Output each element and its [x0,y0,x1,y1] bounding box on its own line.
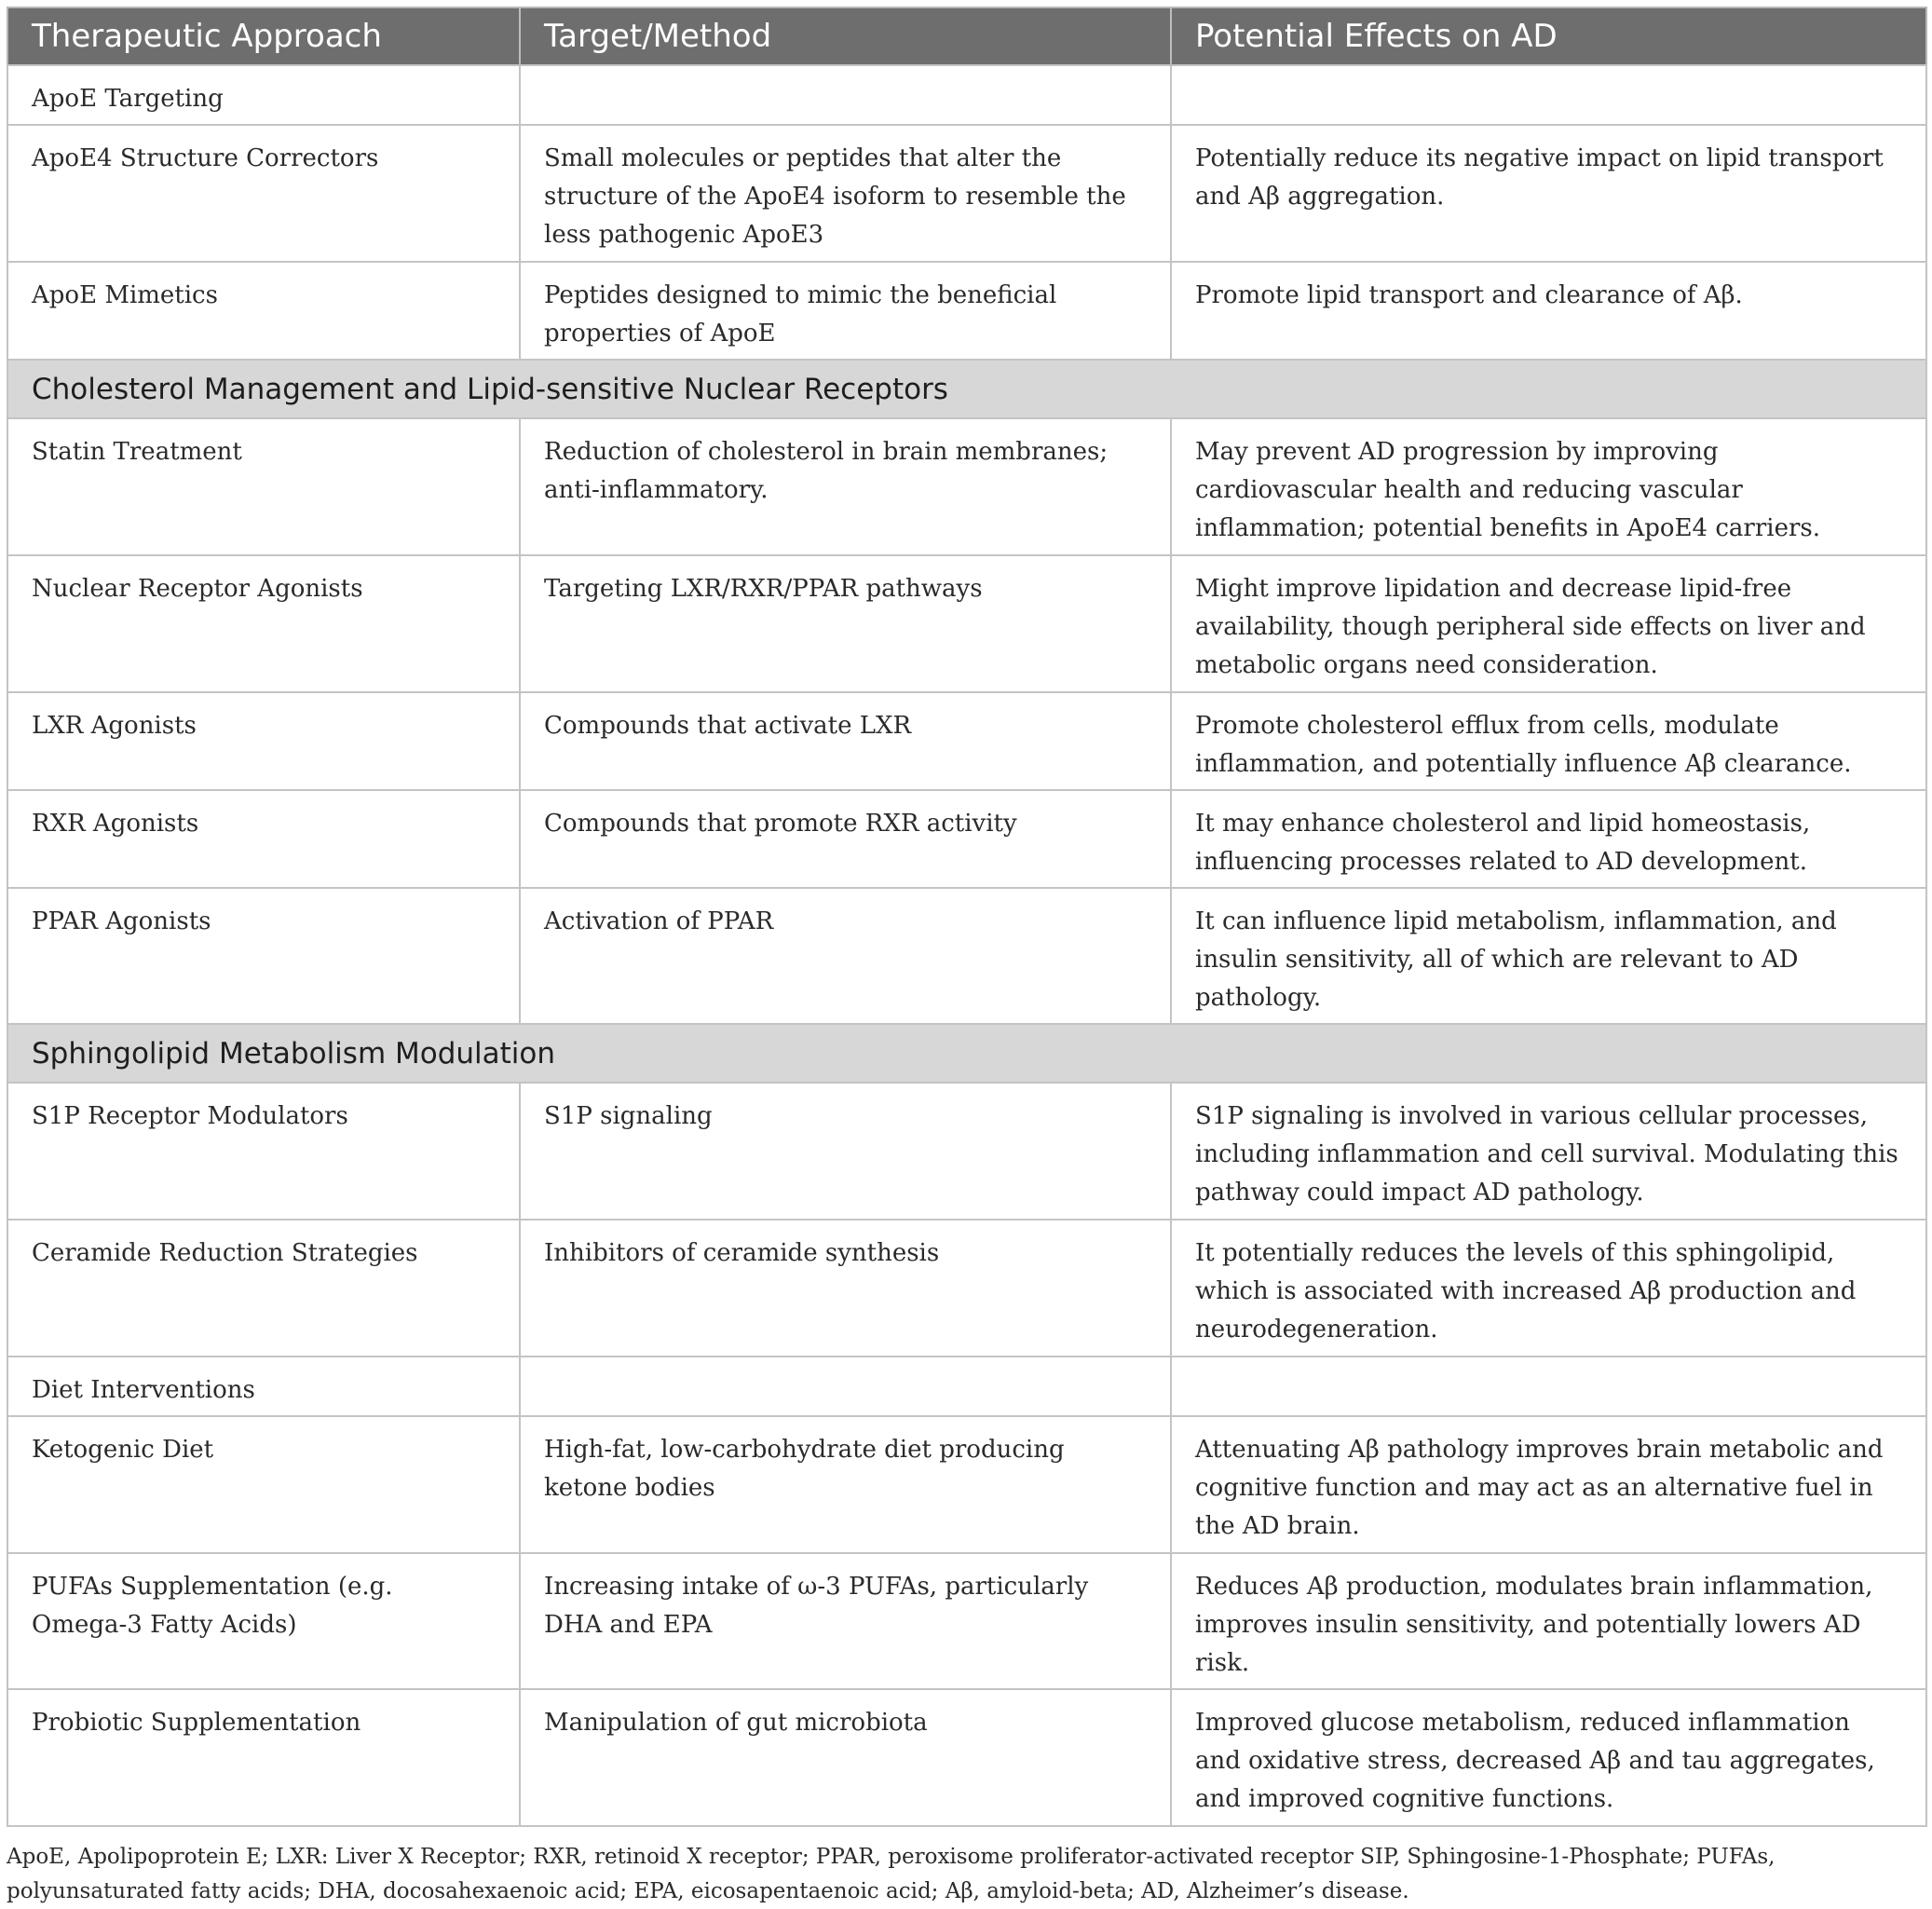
target-method-cell: Targeting LXR/RXR/PPAR pathways [520,555,1171,692]
effects-cell: Promote cholesterol efflux from cells, modulate inflammation, and potentially influence Aβ clearance. [1171,692,1926,790]
target-method-cell: Compounds that promote RXR activity [520,790,1171,888]
effects-cell: It may enhance cholesterol and lipid homeostasis, influencing processes related to AD development. [1171,790,1926,888]
approach-cell: Probiotic Supplementation [7,1689,520,1826]
effects-cell: Might improve lipidation and decrease lipid-free availability, though peripheral side effects on liver and metabolic organs need consideration. [1171,555,1926,692]
therapeutic-approaches-table [7,7,1927,1827]
table-row [7,65,1926,125]
effects-cell [1171,1357,1926,1416]
approach-cell: PPAR Agonists [7,888,520,1024]
effects-cell: Potentially reduce its negative impact on lipid transport and Aβ aggregation. [1171,125,1926,262]
target-method-cell: S1P signaling [520,1083,1171,1220]
approach-cell: Ceramide Reduction Strategies [7,1220,520,1357]
target-method-cell: Small molecules or peptides that alter the structure of the ApoE4 isoform to resemble the less pathogenic ApoE3 [520,125,1171,262]
approach-cell: ApoE Targeting [7,65,520,125]
table-row [7,1357,1926,1416]
table-row [7,1689,1926,1826]
effects-cell: Attenuating Aβ pathology improves brain metabolic and cognitive function and may act as an alternative fuel in the AD brain. [1171,1416,1926,1553]
approach-cell: Statin Treatment [7,418,520,555]
target-method-cell: Inhibitors of ceramide synthesis [520,1220,1171,1357]
approach-cell: Nuclear Receptor Agonists [7,555,520,692]
approach-cell: RXR Agonists [7,790,520,888]
document-page [7,7,1925,1909]
header-target-method: Target/Method [520,7,1171,65]
effects-cell: It can influence lipid metabolism, inflammation, and insulin sensitivity, all of which are relevant to AD pathology. [1171,888,1926,1024]
approach-cell: Diet Interventions [7,1357,520,1416]
header-row [7,7,1926,65]
target-method-cell [520,65,1171,125]
header-potential-effects: Potential Effects on AD [1171,7,1926,65]
effects-cell [1171,65,1926,125]
target-method-cell: Activation of PPAR [520,888,1171,1024]
table-row [7,125,1926,262]
approach-cell: ApoE Mimetics [7,262,520,360]
table-row [7,1416,1926,1553]
effects-cell: S1P signaling is involved in various cellular processes, including inflammation and cell survival. Modulating this pathway could impact AD pathology. [1171,1083,1926,1220]
approach-cell: S1P Receptor Modulators [7,1083,520,1220]
table-row [7,418,1926,555]
approach-cell: LXR Agonists [7,692,520,790]
table-row [7,692,1926,790]
section-title: Cholesterol Management and Lipid-sensitive Nuclear Receptors [7,360,1926,418]
target-method-cell: Increasing intake of ω-3 PUFAs, particularly DHA and EPA [520,1553,1171,1689]
table-header [7,7,1926,65]
table-body [7,65,1926,1826]
table-row [7,888,1926,1024]
section-title: Sphingolipid Metabolism Modulation [7,1024,1926,1083]
header-therapeutic-approach: Therapeutic Approach [7,7,520,65]
table-row [7,555,1926,692]
approach-cell: ApoE4 Structure Correctors [7,125,520,262]
effects-cell: Improved glucose metabolism, reduced inflammation and oxidative stress, decreased Aβ and tau aggregates, and improved cognitive functions. [1171,1689,1926,1826]
table-row [7,1220,1926,1357]
target-method-cell: Compounds that activate LXR [520,692,1171,790]
target-method-cell: Peptides designed to mimic the beneficial properties of ApoE [520,262,1171,360]
table-row [7,1553,1926,1689]
target-method-cell [520,1357,1171,1416]
section-header-row [7,1024,1926,1083]
approach-cell: PUFAs Supplementation (e.g. Omega-3 Fatty Acids) [7,1553,520,1689]
table-row [7,1083,1926,1220]
table-footnote: ApoE, Apolipoprotein E; LXR: Liver X Receptor; RXR, retinoid X receptor; PPAR, peroxisome proliferator-activated receptor SIP, Sphingosine-1-Phosphate; PUFAs, polyunsaturated fatty acids; DHA, docosahexaenoic acid; EPA, eicosapentaenoic acid; Aβ, amyloid-beta; AD, Alzheimer’s disease. [7,1845,1776,1903]
target-method-cell: High-fat, low-carbohydrate diet producing ketone bodies [520,1416,1171,1553]
table-row [7,790,1926,888]
effects-cell: Promote lipid transport and clearance of Aβ. [1171,262,1926,360]
effects-cell: May prevent AD progression by improving cardiovascular health and reducing vascular inflammation; potential benefits in ApoE4 carriers. [1171,418,1926,555]
section-header-row [7,360,1926,418]
table-row [7,262,1926,360]
approach-cell: Ketogenic Diet [7,1416,520,1553]
target-method-cell: Manipulation of gut microbiota [520,1689,1171,1826]
effects-cell: It potentially reduces the levels of this sphingolipid, which is associated with increased Aβ production and neurodegeneration. [1171,1220,1926,1357]
target-method-cell: Reduction of cholesterol in brain membranes; anti-inflammatory. [520,418,1171,555]
effects-cell: Reduces Aβ production, modulates brain inflammation, improves insulin sensitivity, and potentially lowers AD risk. [1171,1553,1926,1689]
